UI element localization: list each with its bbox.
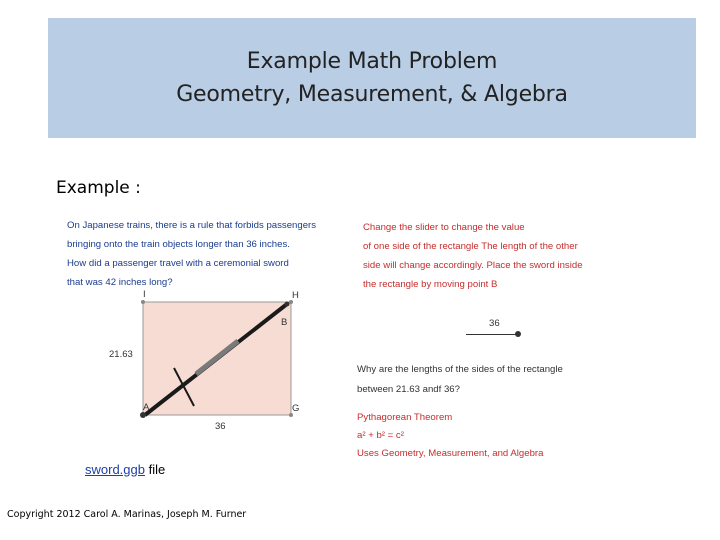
problem-line: that was 42 inches long? — [67, 277, 173, 288]
point-a-label: A — [143, 402, 150, 413]
point-b-dot[interactable] — [285, 302, 290, 307]
problem-line: On Japanese trains, there is a rule that forbids passengers — [67, 220, 317, 231]
title-line-2: Geometry, Measurement, & Algebra — [176, 82, 568, 107]
answer-line: a² + b² = c² — [357, 430, 404, 441]
instruction-line: side will change accordingly. Place the sword inside — [363, 260, 583, 271]
title-line-1: Example Math Problem — [246, 49, 498, 74]
side-left-length: 21.63 — [109, 349, 133, 360]
instruction-line: the rectangle by moving point B — [363, 279, 498, 290]
question-line: Why are the lengths of the sides of the rectangle — [357, 364, 563, 375]
point-i-dot[interactable] — [141, 300, 145, 304]
answer-line: Pythagorean Theorem — [357, 412, 453, 423]
copyright-notice: Copyright 2012 Carol A. Marinas, Joseph M. Furner — [7, 509, 247, 520]
point-g-label: G — [292, 403, 300, 414]
point-b-label: B — [281, 317, 288, 328]
slider-value: 36 — [489, 318, 500, 329]
sword-file-link[interactable]: sword.ggb — [85, 462, 145, 477]
question — [357, 360, 587, 400]
question-line: between 21.63 andf 36? — [357, 384, 460, 395]
instruction-line: Change the slider to change the value — [363, 222, 525, 233]
file-suffix: file — [144, 462, 166, 477]
point-i-label: I — [143, 289, 146, 300]
answer — [357, 409, 587, 463]
side-bottom-length: 36 — [215, 421, 226, 432]
file-reference — [85, 462, 165, 477]
instruction-line: of one side of the rectangle The length of the other — [363, 241, 578, 252]
point-h-label: H — [292, 290, 299, 301]
problem-line: bringing onto the train objects longer than 36 inches. — [67, 239, 290, 250]
example-label: Example : — [56, 178, 141, 198]
answer-line: Uses Geometry, Measurement, and Algebra — [357, 448, 544, 459]
problem-line: How did a passenger travel with a ceremonial sword — [67, 258, 289, 269]
